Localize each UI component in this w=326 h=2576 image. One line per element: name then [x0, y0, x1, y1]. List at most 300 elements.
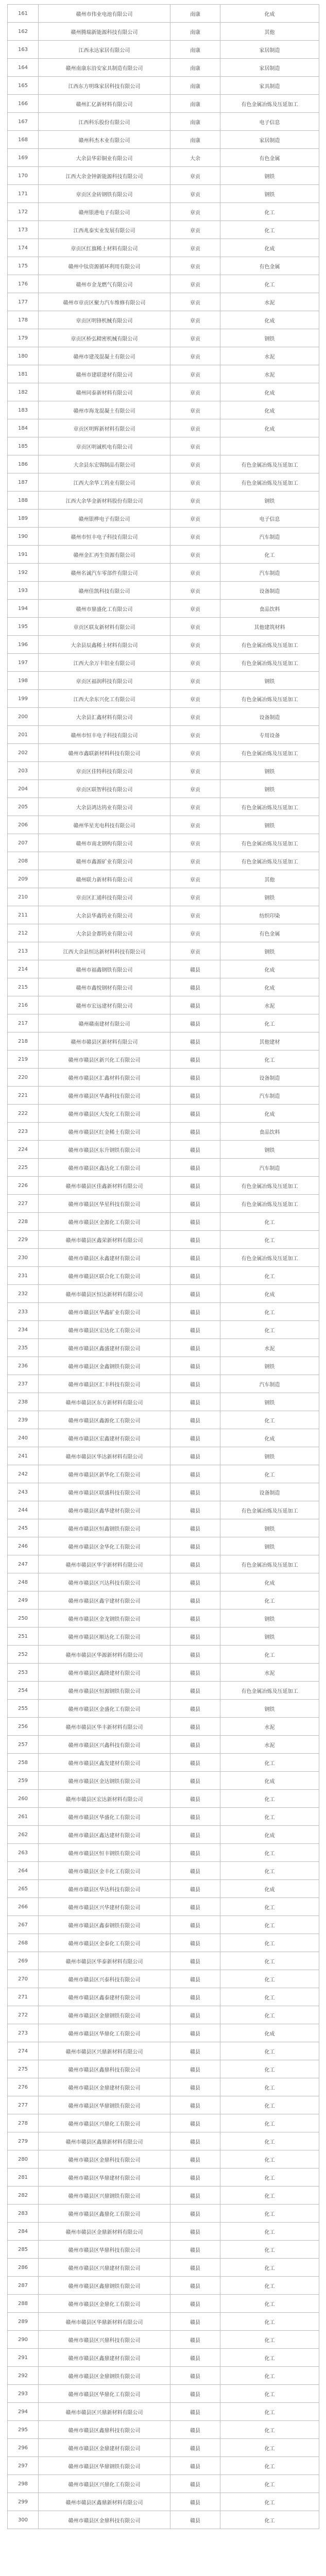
row-number-cell: 297 [8, 2457, 39, 2475]
industry-cell: 化工 [220, 1267, 319, 1285]
region-cell: 章贡 [170, 203, 220, 221]
company-name-cell: 赣州市赣县区鑫鼎建材有限公司 [39, 2349, 170, 2367]
industry-cell: 化成 [220, 1285, 319, 1303]
row-number-cell: 264 [8, 1862, 39, 1880]
row-number-cell: 197 [8, 654, 39, 672]
table-row [8, 978, 319, 996]
table-row [8, 1862, 319, 1880]
industry-cell: 水泥 [220, 347, 319, 365]
table-row [8, 834, 319, 852]
company-name-cell: 赣州市赣县区金龙钢铁有限公司 [39, 1609, 170, 1628]
region-cell: 章贡 [170, 293, 220, 311]
company-name-cell: 赣州市赣县区金盛化工有限公司 [39, 1700, 170, 1718]
row-number-cell: 227 [8, 1195, 39, 1213]
region-cell: 赣县 [170, 1682, 220, 1700]
row-number-cell: 244 [8, 1501, 39, 1519]
industry-cell: 化工 [220, 2223, 319, 2241]
table-row [8, 131, 319, 149]
industry-cell: 化工 [220, 2060, 319, 2078]
region-cell: 章贡 [170, 419, 220, 437]
region-cell: 赣县 [170, 2277, 220, 2295]
industry-cell: 有色金属冶炼及压延加工 [220, 636, 319, 654]
company-name-cell: 江西科乐股份有限公司 [39, 113, 170, 131]
row-number-cell: 174 [8, 239, 39, 257]
table-row [8, 2241, 319, 2259]
row-number-cell: 217 [8, 1014, 39, 1032]
row-number-cell: 282 [8, 2187, 39, 2205]
row-number-cell: 272 [8, 2006, 39, 2024]
region-cell: 赣县 [170, 1411, 220, 1429]
region-cell: 赣县 [170, 2060, 220, 2078]
region-cell: 赣县 [170, 1501, 220, 1519]
region-cell: 赣县 [170, 1393, 220, 1411]
industry-cell: 有色金属冶炼及压延加工 [220, 690, 319, 708]
region-cell: 赣县 [170, 1483, 220, 1501]
industry-cell: 纺织印染 [220, 906, 319, 924]
company-name-cell: 赣州市赣县区鑫宇建材有限公司 [39, 1591, 170, 1609]
company-name-cell: 赣州市恒丰电子科技有限公司 [39, 726, 170, 744]
region-cell: 赣县 [170, 1591, 220, 1609]
row-number-cell: 210 [8, 888, 39, 906]
company-name-cell: 赣州市赣县区华丰新材料有限公司 [39, 1718, 170, 1736]
company-name-cell: 赣州市赣县区宏鑫建材有限公司 [39, 1429, 170, 1447]
industry-cell: 化成 [220, 960, 319, 978]
region-cell: 章贡 [170, 600, 220, 618]
industry-cell: 有色金属 [220, 149, 319, 167]
region-cell: 章贡 [170, 654, 220, 672]
table-row [8, 167, 319, 185]
company-name-cell: 赣州市赣县区兴泰科技有限公司 [39, 1970, 170, 1988]
company-name-cell: 赣州市恒丰电子科技有限公司 [39, 528, 170, 546]
region-cell: 章贡 [170, 816, 220, 834]
table-row [8, 2006, 319, 2024]
table-row [8, 798, 319, 816]
company-name-cell: 江西永达家居有限公司 [39, 41, 170, 59]
industry-cell: 水泥 [220, 1339, 319, 1357]
table-row [8, 1141, 319, 1159]
region-cell: 赣县 [170, 1465, 220, 1483]
row-number-cell: 192 [8, 564, 39, 582]
region-cell: 赣县 [170, 2439, 220, 2457]
row-number-cell: 172 [8, 203, 39, 221]
region-cell: 赣县 [170, 1664, 220, 1682]
industry-cell: 化成 [220, 1826, 319, 1844]
row-number-cell: 287 [8, 2277, 39, 2295]
row-number-cell: 255 [8, 1700, 39, 1718]
row-number-cell: 257 [8, 1736, 39, 1754]
row-number-cell: 292 [8, 2367, 39, 2385]
industry-cell: 化工 [220, 2259, 319, 2277]
row-number-cell: 271 [8, 1988, 39, 2006]
company-name-cell: 赣州市赣县区华盛化工有限公司 [39, 1808, 170, 1826]
company-name-cell: 赣州市赣县区新材料有限公司 [39, 1032, 170, 1050]
industry-cell: 家居制造 [220, 41, 319, 59]
region-cell: 章贡 [170, 888, 220, 906]
row-number-cell: 225 [8, 1159, 39, 1177]
row-number-cell: 194 [8, 600, 39, 618]
region-cell: 大余 [170, 149, 220, 167]
table-row [8, 2403, 319, 2421]
company-name-cell: 赣州市赣县区华达新材料有限公司 [39, 1447, 170, 1465]
row-number-cell: 211 [8, 906, 39, 924]
industry-cell: 水泥 [220, 1736, 319, 1754]
row-number-cell: 191 [8, 546, 39, 564]
company-name-cell: 章贡区红旗稀土材料有限公司 [39, 239, 170, 257]
table-row [8, 1303, 319, 1321]
region-cell: 赣县 [170, 1754, 220, 1772]
industry-cell: 化工 [220, 2042, 319, 2060]
row-number-cell: 290 [8, 2331, 39, 2349]
industry-cell: 有色金属冶炼及压延加工 [220, 1195, 319, 1213]
region-cell: 南康 [170, 5, 220, 23]
row-number-cell: 276 [8, 2078, 39, 2096]
company-name-cell: 赣州市赣县区宏达化工有限公司 [39, 1321, 170, 1339]
company-name-cell: 赣州市赣县区恒丰钢铁有限公司 [39, 1844, 170, 1862]
table-row [8, 1267, 319, 1285]
table-row [8, 1069, 319, 1087]
industry-cell: 化工 [220, 1916, 319, 1934]
industry-cell: 电子信息 [220, 510, 319, 528]
table-row [8, 2349, 319, 2367]
row-number-cell: 169 [8, 149, 39, 167]
row-number-cell: 219 [8, 1050, 39, 1069]
region-cell: 赣县 [170, 2024, 220, 2042]
industry-cell: 化工 [220, 203, 319, 221]
company-name-cell: 江西大余华工钨业有限公司 [39, 473, 170, 492]
industry-cell: 钢铁 [220, 329, 319, 347]
industry-cell: 钢铁 [220, 1141, 319, 1159]
region-cell: 章贡 [170, 744, 220, 762]
industry-cell: 化工 [220, 275, 319, 293]
company-name-cell: 章贡区明锋机械有限公司 [39, 311, 170, 329]
row-number-cell: 206 [8, 816, 39, 834]
row-number-cell: 296 [8, 2439, 39, 2457]
region-cell: 赣县 [170, 2187, 220, 2205]
company-name-cell: 赣州市章贡区聚力汽车维修有限公司 [39, 293, 170, 311]
table-row [8, 275, 319, 293]
table-row [8, 2205, 319, 2223]
region-cell: 南康 [170, 95, 220, 113]
table-row [8, 1465, 319, 1483]
row-number-cell: 201 [8, 726, 39, 744]
row-number-cell: 179 [8, 329, 39, 347]
row-number-cell: 279 [8, 2132, 39, 2150]
company-name-cell: 赣州市赣县区兴华建材有限公司 [39, 1898, 170, 1916]
industry-cell: 化成 [220, 1772, 319, 1790]
table-row [8, 1754, 319, 1772]
region-cell: 赣县 [170, 1952, 220, 1970]
industry-cell: 化成 [220, 401, 319, 419]
table-row [8, 59, 319, 77]
row-number-cell: 224 [8, 1141, 39, 1159]
region-cell: 赣县 [170, 1123, 220, 1141]
row-number-cell: 273 [8, 2024, 39, 2042]
table-row [8, 1177, 319, 1195]
table-row [8, 2187, 319, 2205]
region-cell: 赣县 [170, 1014, 220, 1032]
table-row [8, 960, 319, 978]
company-name-cell: 赣州市赣县区鑫达化工有限公司 [39, 1159, 170, 1177]
company-name-cell: 赣州市赣县区鑫鼎钢铁有限公司 [39, 2277, 170, 2295]
table-row [8, 2223, 319, 2241]
industry-cell: 化工 [220, 2150, 319, 2168]
industry-cell: 有色金属冶炼及压延加工 [220, 744, 319, 762]
region-cell: 章贡 [170, 329, 220, 347]
company-name-cell: 赣州名诚汽车零部件有限公司 [39, 564, 170, 582]
industry-cell: 化工 [220, 2114, 319, 2132]
table-row [8, 2078, 319, 2096]
table-row [8, 2475, 319, 2493]
row-number-cell: 184 [8, 419, 39, 437]
industry-cell: 汽车制造 [220, 528, 319, 546]
industry-cell: 钢铁 [220, 1700, 319, 1718]
industry-cell: 其他建材 [220, 1032, 319, 1050]
region-cell: 南康 [170, 41, 220, 59]
industry-cell: 化工 [220, 1952, 319, 1970]
company-name-cell: 赣州市赣县区汇鑫材料有限公司 [39, 1069, 170, 1087]
region-cell: 赣县 [170, 2096, 220, 2114]
row-number-cell: 267 [8, 1916, 39, 1934]
row-number-cell: 212 [8, 924, 39, 942]
row-number-cell: 171 [8, 185, 39, 203]
row-number-cell: 181 [8, 365, 39, 383]
industry-cell: 设备制造 [220, 1483, 319, 1501]
table-row [8, 1537, 319, 1555]
row-number-cell: 178 [8, 311, 39, 329]
company-name-cell: 赣州市赣县区鑫华建材有限公司 [39, 1501, 170, 1519]
region-cell: 南康 [170, 59, 220, 77]
industry-cell: 化工 [220, 2331, 319, 2349]
region-cell: 赣县 [170, 2259, 220, 2277]
industry-cell: 化工 [220, 1808, 319, 1826]
company-name-cell: 江西大余县恒达新材料科技有限公司 [39, 942, 170, 960]
table-row [8, 329, 319, 347]
region-cell: 章贡 [170, 383, 220, 401]
company-name-cell: 赣州市赣县区红金稀土有限公司 [39, 1123, 170, 1141]
region-cell: 赣县 [170, 1375, 220, 1393]
region-cell: 赣县 [170, 1069, 220, 1087]
row-number-cell: 266 [8, 1898, 39, 1916]
region-cell: 赣县 [170, 1050, 220, 1069]
row-number-cell: 246 [8, 1537, 39, 1555]
row-number-cell: 248 [8, 1573, 39, 1591]
company-name-cell: 赣州市赣县区华鼎新材料有限公司 [39, 2313, 170, 2331]
industry-cell: 化成 [220, 2024, 319, 2042]
row-number-cell: 298 [8, 2475, 39, 2493]
row-number-cell: 243 [8, 1483, 39, 1501]
region-cell: 赣县 [170, 978, 220, 996]
company-name-cell: 赣州金汇再生资源有限公司 [39, 546, 170, 564]
industry-cell: 化工 [220, 2168, 319, 2187]
row-number-cell: 162 [8, 23, 39, 41]
company-name-cell: 赣州市南北钢构有限公司 [39, 834, 170, 852]
row-number-cell: 294 [8, 2403, 39, 2421]
industry-cell: 化成 [220, 239, 319, 257]
table-row [8, 636, 319, 654]
company-name-cell: 大余县华鑫钨业有限公司 [39, 906, 170, 924]
row-number-cell: 188 [8, 492, 39, 510]
table-row [8, 1916, 319, 1934]
company-name-cell: 赣州市赣县区恒源钢铁有限公司 [39, 1682, 170, 1700]
company-name-cell: 赣州市赣县区华鼎科技有限公司 [39, 2241, 170, 2259]
company-name-cell: 赣州科杰木业有限公司 [39, 131, 170, 149]
table-row [8, 1014, 319, 1032]
region-cell: 赣县 [170, 2367, 220, 2385]
table-body [8, 5, 319, 2529]
industry-cell: 有色金属冶炼及压延加工 [220, 1555, 319, 1573]
row-number-cell: 230 [8, 1249, 39, 1267]
company-name-cell: 江西大余华金新材料股份有限公司 [39, 492, 170, 510]
table-row [8, 2421, 319, 2439]
industry-cell: 钢铁 [220, 1519, 319, 1537]
company-name-cell: 赣州联力新材料有限公司 [39, 870, 170, 888]
region-cell: 赣县 [170, 1231, 220, 1249]
company-name-cell: 赣州市赣县区金达钢铁有限公司 [39, 1772, 170, 1790]
table-row [8, 1501, 319, 1519]
row-number-cell: 189 [8, 510, 39, 528]
company-name-cell: 赣州市赣县区金源化工有限公司 [39, 1213, 170, 1231]
industry-cell: 设备制造 [220, 1069, 319, 1087]
industry-cell: 有色金属冶炼及压延加工 [220, 798, 319, 816]
table-row [8, 1087, 319, 1105]
region-cell: 赣县 [170, 1880, 220, 1898]
industry-cell: 化工 [220, 1231, 319, 1249]
row-number-cell: 199 [8, 690, 39, 708]
company-name-cell: 赣州市赣县区兴鼎科技有限公司 [39, 2331, 170, 2349]
industry-cell: 有色金属冶炼及压延加工 [220, 834, 319, 852]
table-row [8, 2385, 319, 2403]
table-row [8, 996, 319, 1014]
region-cell: 章贡 [170, 726, 220, 744]
table-row [8, 1573, 319, 1591]
table-row [8, 2042, 319, 2060]
industry-cell: 化工 [220, 2096, 319, 2114]
table-row [8, 1213, 319, 1231]
table-row [8, 1555, 319, 1573]
row-number-cell: 270 [8, 1970, 39, 1988]
industry-cell: 化工 [220, 1754, 319, 1772]
company-name-cell: 赣州市赣县区东方新材料有限公司 [39, 1393, 170, 1411]
industry-cell: 化工 [220, 1014, 319, 1032]
region-cell: 赣县 [170, 2385, 220, 2403]
industry-cell: 化工 [220, 2078, 319, 2096]
region-cell: 赣县 [170, 2168, 220, 2187]
industry-cell: 钢铁 [220, 1357, 319, 1375]
row-number-cell: 186 [8, 455, 39, 473]
table-row [8, 1646, 319, 1664]
table-row [8, 2511, 319, 2529]
region-cell: 赣县 [170, 1609, 220, 1628]
table-row [8, 762, 319, 780]
table-row [8, 2313, 319, 2331]
company-name-cell: 赣州市赣县区鑫盛建材有限公司 [39, 1339, 170, 1357]
row-number-cell: 168 [8, 131, 39, 149]
row-number-cell: 163 [8, 41, 39, 59]
industry-cell: 化工 [220, 1862, 319, 1880]
industry-cell: 汽车制造 [220, 564, 319, 582]
row-number-cell: 247 [8, 1555, 39, 1573]
company-name-cell: 赣州银桦电子有限公司 [39, 510, 170, 528]
company-name-cell: 赣州市赣县区金鼎钢铁有限公司 [39, 2367, 170, 2385]
industry-cell: 钢铁 [220, 780, 319, 798]
row-number-cell: 274 [8, 2042, 39, 2060]
table-row [8, 780, 319, 798]
company-name-cell: 赣州市鑫联新材料科技有限公司 [39, 744, 170, 762]
industry-cell: 钢铁 [220, 942, 319, 960]
row-number-cell: 190 [8, 528, 39, 546]
industry-cell: 钢铁 [220, 1537, 319, 1555]
region-cell: 赣县 [170, 1267, 220, 1285]
region-cell: 赣县 [170, 2150, 220, 2168]
region-cell: 赣县 [170, 1898, 220, 1916]
row-number-cell: 286 [8, 2259, 39, 2277]
region-cell: 章贡 [170, 311, 220, 329]
row-number-cell: 262 [8, 1826, 39, 1844]
table-row [8, 401, 319, 419]
company-name-cell: 江西大余东兴化工有限公司 [39, 690, 170, 708]
table-row [8, 672, 319, 690]
row-number-cell: 213 [8, 942, 39, 960]
table-row [8, 1357, 319, 1375]
row-number-cell: 231 [8, 1267, 39, 1285]
row-number-cell: 193 [8, 582, 39, 600]
table-row [8, 203, 319, 221]
industry-cell: 其他 [220, 23, 319, 41]
company-name-cell: 赣州市赣县区金鼎科技有限公司 [39, 2511, 170, 2529]
company-name-cell: 赣州市金龙燃气有限公司 [39, 275, 170, 293]
row-number-cell: 164 [8, 59, 39, 77]
company-name-cell: 赣州市赣县区联盛科技有限公司 [39, 1483, 170, 1501]
row-number-cell: 283 [8, 2205, 39, 2223]
row-number-cell: 240 [8, 1429, 39, 1447]
region-cell: 章贡 [170, 401, 220, 419]
region-cell: 赣县 [170, 1808, 220, 1826]
region-cell: 赣县 [170, 996, 220, 1014]
company-name-cell: 赣州市赣县区金泰化工有限公司 [39, 1934, 170, 1952]
table-row [8, 1880, 319, 1898]
industry-cell: 化工 [220, 1844, 319, 1862]
region-cell: 赣县 [170, 1285, 220, 1303]
table-row [8, 1826, 319, 1844]
row-number-cell: 180 [8, 347, 39, 365]
region-cell: 赣县 [170, 2493, 220, 2511]
region-cell: 赣县 [170, 2132, 220, 2150]
region-cell: 赣县 [170, 1213, 220, 1231]
region-cell: 赣县 [170, 2006, 220, 2024]
company-name-cell: 赣州赣南建材有限公司 [39, 1014, 170, 1032]
industry-cell: 有色金属 [220, 257, 319, 275]
region-cell: 赣县 [170, 1321, 220, 1339]
row-number-cell: 280 [8, 2150, 39, 2168]
row-number-cell: 238 [8, 1393, 39, 1411]
industry-cell: 化工 [220, 1213, 319, 1231]
company-name-cell: 章贡区桥弘精密机械有限公司 [39, 329, 170, 347]
region-cell: 章贡 [170, 528, 220, 546]
company-name-cell: 赣州市建联建材有限公司 [39, 365, 170, 383]
region-cell: 南康 [170, 77, 220, 95]
region-cell: 赣县 [170, 1916, 220, 1934]
region-cell: 赣县 [170, 1934, 220, 1952]
row-number-cell: 277 [8, 2096, 39, 2114]
table-row [8, 1736, 319, 1754]
region-cell: 章贡 [170, 510, 220, 528]
table-row [8, 473, 319, 492]
company-name-cell: 赣州市赣县区鑫泰建材有限公司 [39, 1988, 170, 2006]
company-name-cell: 赣州市赣县区华达科技有限公司 [39, 1880, 170, 1898]
table-row [8, 510, 319, 528]
table-row [8, 564, 319, 582]
region-cell: 赣县 [170, 1718, 220, 1736]
